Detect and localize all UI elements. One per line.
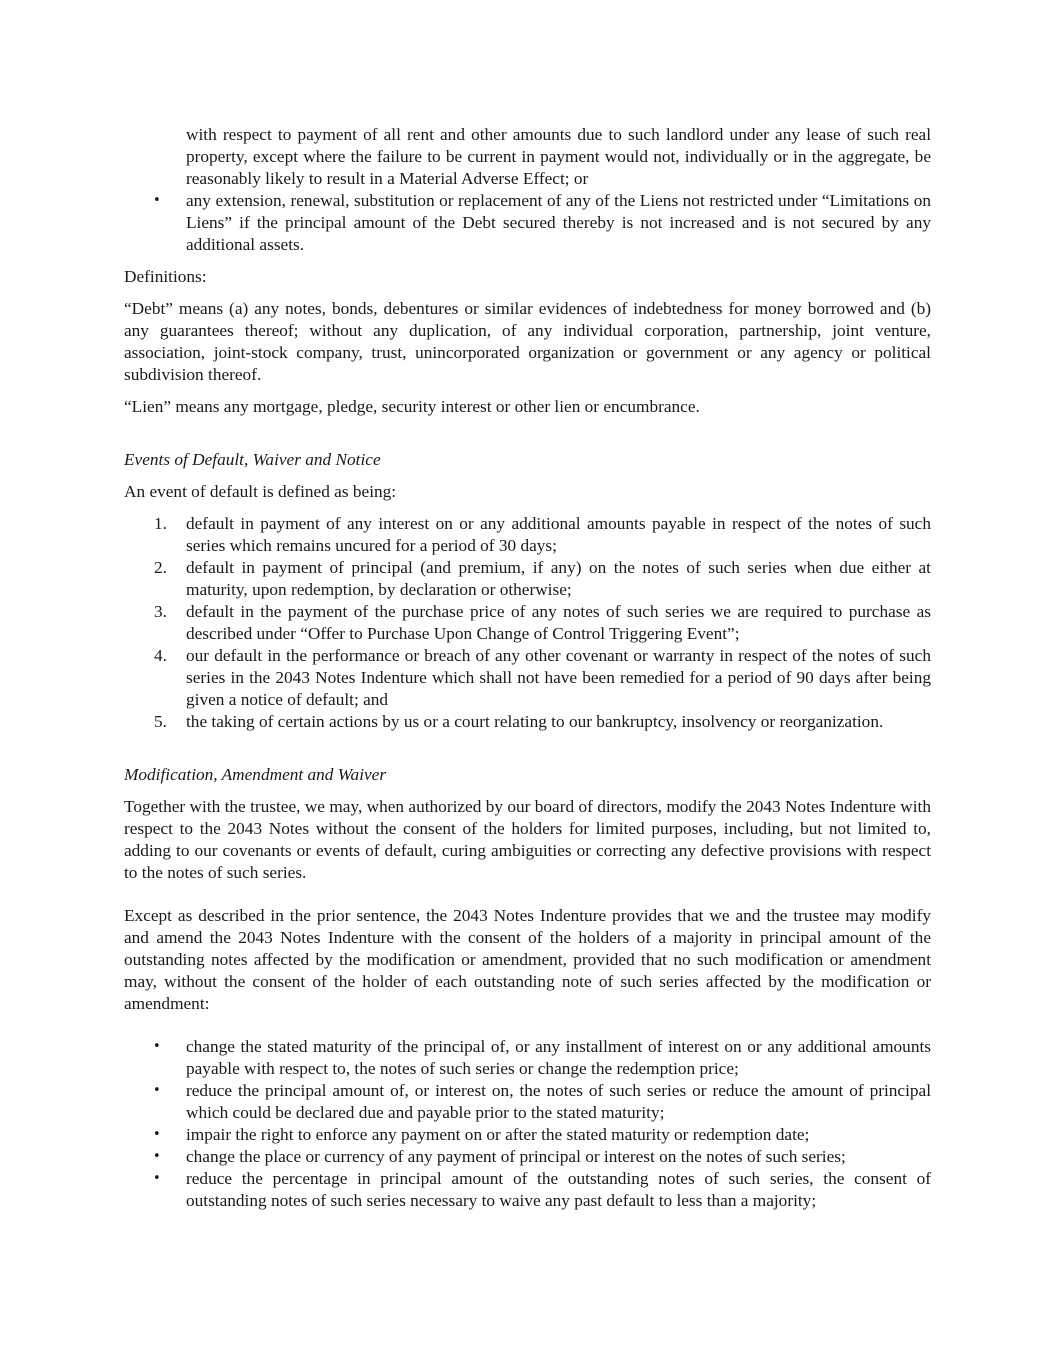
bullet-marker: • <box>153 193 161 208</box>
list-item-text: default in the payment of the purchase price of any notes of such series we are required to purchase as described under “Offer to Purchase Upon Change of Control Triggering Event”; <box>186 602 931 643</box>
list-number: 3. <box>154 602 167 621</box>
continuation-paragraph: with respect to payment of all rent and other amounts due to such landlord under any lease of such real property, except where the failure to be current in payment would not, individually or in the aggregate, be reasonably likely to result in a Material Adverse Effect; or <box>186 125 931 188</box>
list-number: 2. <box>154 558 167 577</box>
list-item-text: impair the right to enforce any payment on or after the stated maturity or redemption date; <box>186 1125 810 1144</box>
list-item <box>124 557 931 601</box>
list-item-text: reduce the percentage in principal amount of the outstanding notes of such series, the consent of outstanding notes of such series necessary to waive any past default to less than a majority; <box>186 1169 931 1210</box>
list-item-text: change the place or currency of any payment of principal or interest on the notes of such series; <box>186 1147 846 1166</box>
list-item-text: our default in the performance or breach of any other covenant or warranty in respect of the notes of such series in the 2043 Notes Indenture which shall not have been remedied for a period of 90 days after being given a notice of default; and <box>186 646 931 709</box>
modification-paragraph-1: Together with the trustee, we may, when authorized by our board of directors, modify the 2043 Notes Indenture with respect to the 2043 Notes without the consent of the holders for limited purposes, including, but not limited to, adding to our covenants or events of default, curing ambiguities or correcting any defective provisions with respect to the notes of such series. <box>124 797 931 882</box>
list-item-text: default in payment of any interest on or any additional amounts payable in respect of the notes of such series which remains uncured for a period of 30 days; <box>186 514 931 555</box>
list-item <box>124 190 931 256</box>
bullet-marker: • <box>153 1149 161 1164</box>
list-item <box>124 1124 931 1146</box>
list-item-text: reduce the principal amount of, or interest on, the notes of such series or reduce the amount of principal which could be declared due and payable prior to the stated maturity; <box>186 1081 931 1122</box>
modification-paragraph-2: Except as described in the prior sentence, the 2043 Notes Indenture provides that we and the trustee may modify and amend the 2043 Notes Indenture with the consent of the holders of a majority in principal amount of the outstanding notes affected by the modification or amendment, provided that no such modification or amendment may, without the consent of the holder of each outstanding note of such series affected by the modification or amendment: <box>124 906 931 1013</box>
top-bullet-list <box>124 190 931 256</box>
list-number: 4. <box>154 646 167 665</box>
list-item-text: default in payment of principal (and premium, if any) on the notes of such series when due either at maturity, upon redemption, by declaration or otherwise; <box>186 558 931 599</box>
events-heading: Events of Default, Waiver and Notice <box>124 450 381 469</box>
list-item <box>124 645 931 711</box>
list-item <box>124 601 931 645</box>
list-item <box>124 1080 931 1124</box>
list-item-text: change the stated maturity of the principal of, or any installment of interest on or any additional amounts payable with respect to, the notes of such series or change the redemption price; <box>186 1037 931 1078</box>
list-number: 1. <box>154 514 167 533</box>
bullet-marker: • <box>153 1039 161 1054</box>
list-item <box>124 1146 931 1168</box>
modification-heading: Modification, Amendment and Waiver <box>124 765 387 784</box>
definitions-label: Definitions: <box>124 267 207 286</box>
list-item-text: the taking of certain actions by us or a court relating to our bankruptcy, insolvency or reorganization. <box>186 712 884 731</box>
events-list <box>124 513 931 733</box>
list-item <box>124 513 931 557</box>
list-item-text: any extension, renewal, substitution or replacement of any of the Liens not restricted under “Limitations on Liens” if the principal amount of the Debt secured thereby is not increased and is not secured by any additional assets. <box>186 191 931 254</box>
modification-list <box>124 1036 931 1212</box>
list-item <box>124 1168 931 1212</box>
bullet-marker: • <box>153 1171 161 1186</box>
document-page <box>124 124 931 1212</box>
bullet-marker: • <box>153 1127 161 1142</box>
debt-definition: “Debt” means (a) any notes, bonds, debentures or similar evidences of indebtedness for money borrowed and (b) any guarantees thereof; without any duplication, of any individual corporation, partnership, joint venture, association, joint-stock company, trust, unincorporated organization or government or any agency or political subdivision thereof. <box>124 299 931 384</box>
bullet-marker: • <box>153 1083 161 1098</box>
list-number: 5. <box>154 712 167 731</box>
lien-definition: “Lien” means any mortgage, pledge, security interest or other lien or encumbrance. <box>124 397 700 416</box>
list-item <box>124 1036 931 1080</box>
events-intro: An event of default is defined as being: <box>124 482 397 501</box>
list-item <box>124 711 931 733</box>
